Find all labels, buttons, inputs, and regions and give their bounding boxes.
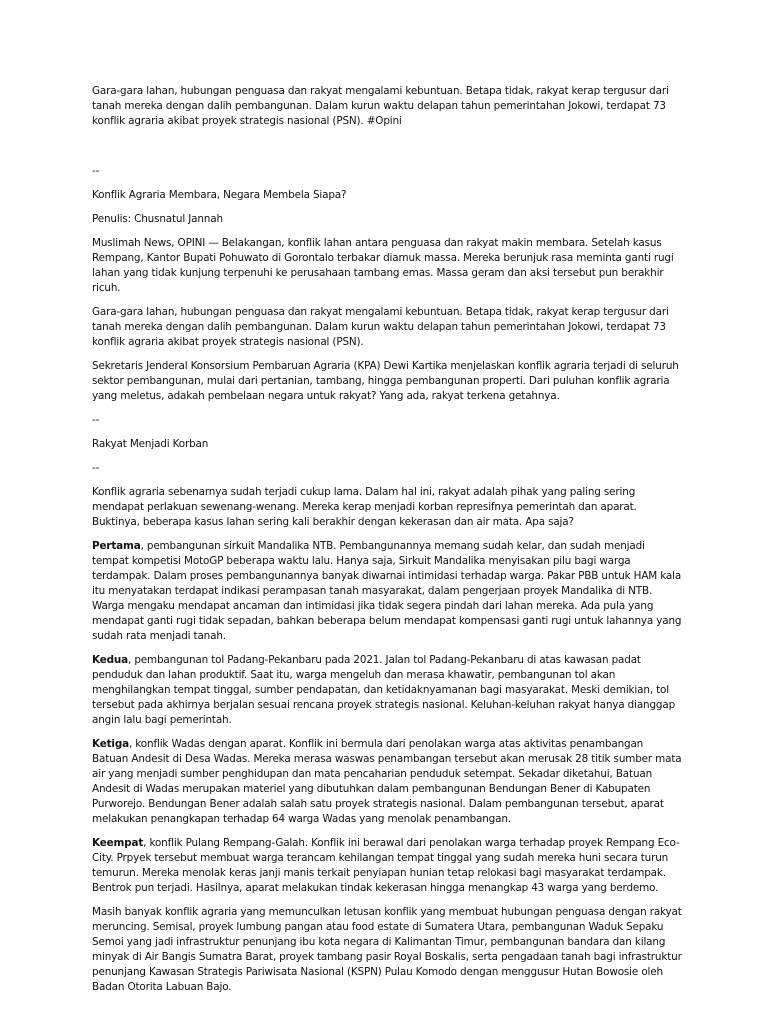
paragraph: Muslimah News, OPINI — Belakangan, konflik lahan antara penguasa dan rakyat makin membara. Setelah kasus Rempang, Kantor Bupati Pohuwato di Gorontalo terbakar diamuk massa. Mereka berunjuk rasa meminta ganti rugi lahan yang tidak kunjung terpenuhi ke perusahaan tambang emas. Massa geram dan aksi tersebut pun berakhir ricuh. [92, 237, 674, 294]
case-label: Keempat [92, 837, 144, 849]
case-paragraph [92, 653, 682, 728]
separator: -- [92, 165, 100, 177]
case-label: Kedua [92, 654, 129, 666]
case-paragraph [92, 836, 682, 896]
case-text: , konflik Wadas dengan aparat. Konflik ini bermula dari penolakan warga atas aktivitas penambangan Batuan Andesit di Desa Wadas. Mereka merasa waswas penambangan tersebut akan merusak 28 titik sumber mata air yang menjadi sumber penghidupan dan mata pencaharian penduduk setempat. Sekadar diketahui, Batuan Andesit di Wadas merupakan materiel yang dibutuhkan dalam pembangunan Bendungan Bener di Kabupaten Purworejo. Bendungan Bener adalah salah satu proyek strategis nasional. Dalam pembangunan tersebut, aparat melakukan penangkapan terhadap 64 warga Wadas yang menolak penambangan. [92, 738, 682, 825]
case-label: Pertama [92, 540, 141, 552]
paragraph: Gara-gara lahan, hubungan penguasa dan rakyat mengalami kebuntuan. Betapa tidak, rakyat kerap tergusur dari tanah mereka dengan dalih pembangunan. Dalam kurun waktu delapan tahun pemerintahan Jokowi, terdapat 73 konflik agraria akibat proyek strategis nasional (PSN). [92, 306, 669, 348]
case-label: Ketiga [92, 738, 129, 750]
case-text: , pembangunan tol Padang-Pekanbaru pada 2021. Jalan tol Padang-Pekanbaru di atas kawasan padat penduduk dan lahan produktif. Saat itu, warga mengeluh dan merasa khawatir, pembangunan tol akan menghilangkan tempat tinggal, sumber pendapatan, dan ketidaknyamanan bagi masyarakat. Meski demikian, tol tersebut pada akhirnya berjalan sesuai rencana proyek strategis nasional. Keluhan-keluhan rakyat hanya dianggap angin lalu bagi pemerintah. [92, 654, 676, 726]
case-text: , pembangunan sirkuit Mandalika NTB. Pembangunannya memang sudah kelar, dan sudah menjadi tempat kompetisi MotoGP beberapa waktu lalu. Hanya saja, Sirkuit Mandalika menyisakan pilu bagi warga terdampak. Dalam proses pembangunannya banyak diwarnai intimidasi terhadap warga. Pakar PBB untuk HAM kala itu menyatakan terdapat indikasi perampasan tanah masyarakat, dalam pengerjaan proyek Mandalika di NTB. Warga mengaku mendapat ancaman dan intimidasi jika tidak segera pindah dari lahan mereka. Ada pula yang mendapat ganti rugi tidak sepadan, bahkan beberapa belum mendapat kompensasi ganti rugi untuk lahannya yang sudah rata menjadi tanah. [92, 540, 682, 642]
case-text: , konflik Pulang Rempang-Galah. Konflik ini berawal dari penolakan warga terhadap proyek Rempang Eco-City. Prpyek tersebut membuat warga terancam kehilangan tempat tinggal yang sudah mereka huni secara turun temurun. Mereka menolak keras janji manis terkait penyiapan hunian tetap relokasi bagi masyarakat terdampak. Bentrok pun terjadi. Hasilnya, aparat melakukan tindak kekerasan hingga menangkap 43 warga yang berdemo. [92, 837, 680, 894]
spacer [92, 129, 682, 164]
article-body [92, 84, 682, 1004]
article-title: Konflik Agraria Membara, Negara Membela Siapa? [92, 189, 347, 201]
closing-paragraph: Masih banyak konflik agraria yang memunculkan letusan konflik yang membuat hubungan penguasa dengan rakyat meruncing. Semisal, proyek lumbung pangan atau food estate di Sumatera Utara, pembangunan Waduk Sepaku Semoi yang jadi infrastruktur penunjang ibu kota negara di Kalimantan Timur, pembangunan bandara dan kilang minyak di Air Bangis Sumatra Barat, proyek tambang pasir Royal Boskalis, serta pengadaan tanah bagi infrastruktur penunjang Kawasan Strategis Pariwisata Nasional (KSPN) Pulau Komodo dengan menggusur Hutan Bowosie oleh Badan Otorita Labuan Bajo. [92, 906, 682, 993]
section-heading: Rakyat Menjadi Korban [92, 438, 209, 450]
case-paragraph [92, 539, 682, 644]
separator: -- [92, 462, 100, 474]
author-line: Penulis: Chusnatul Jannah [92, 213, 223, 225]
paragraph: Sekretaris Jenderal Konsorsium Pembaruan Agraria (KPA) Dewi Kartika menjelaskan konflik agraria terjadi di seluruh sektor pembangunan, mulai dari pertanian, tambang, hingga pembangunan properti. Dari puluhan konflik agraria yang meletus, adakah pembelaan negara untuk rakyat? Yang ada, rakyat terkena getahnya. [92, 360, 679, 402]
case-paragraph [92, 737, 682, 827]
separator: -- [92, 414, 100, 426]
lead-summary: Gara-gara lahan, hubungan penguasa dan rakyat mengalami kebuntuan. Betapa tidak, rakyat kerap tergusur dari tanah mereka dengan dalih pembangunan. Dalam kurun waktu delapan tahun pemerintahan Jokowi, terdapat 73 konflik agraria akibat proyek strategis nasional (PSN). #Opini [92, 85, 669, 127]
intro-paragraph: Konflik agraria sebenarnya sudah terjadi cukup lama. Dalam hal ini, rakyat adalah pihak yang paling sering mendapat perlakuan sewenang-wenang. Mereka kerap menjadi korban represifnya pemerintah dan aparat. Buktinya, beberapa kasus lahan sering kali berakhir dengan kekerasan dan air mata. Apa saja? [92, 486, 637, 528]
